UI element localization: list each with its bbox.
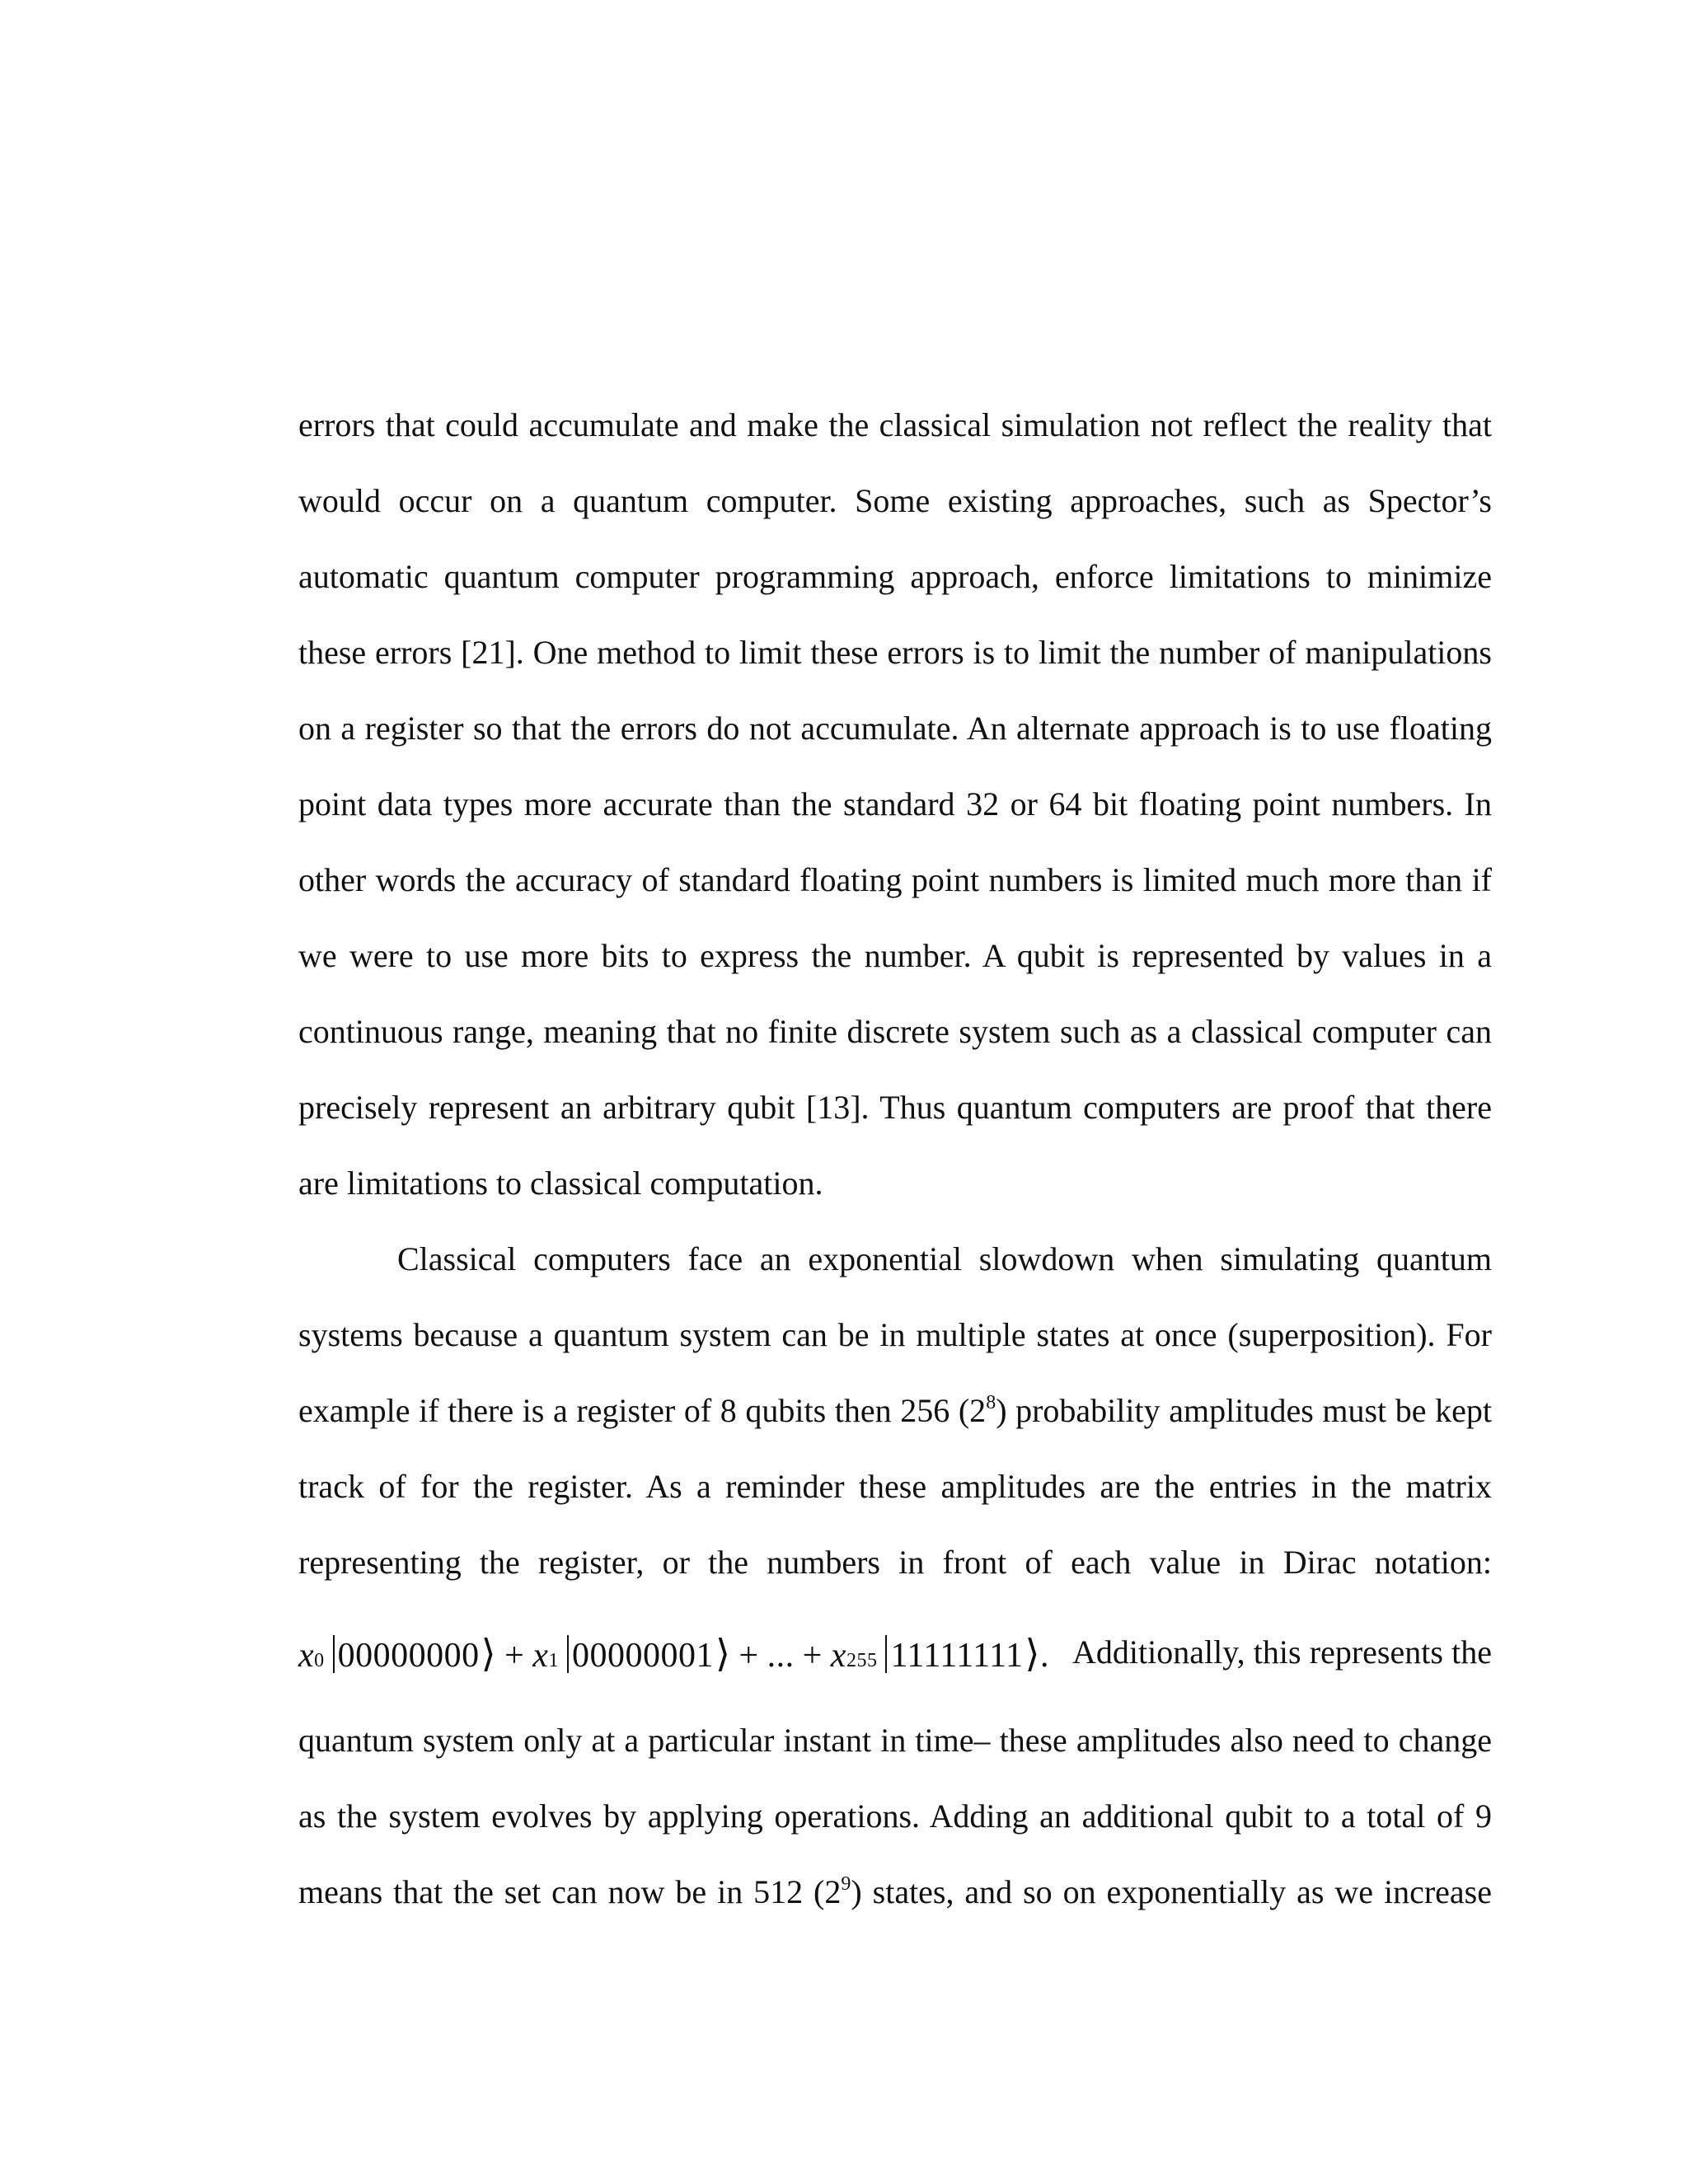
dirac-equation: x 0 00000000 ⟩ + x 1 00000001 ⟩ + ... + x 255 11111111 ⟩ .	[298, 1632, 1049, 1675]
text-span: ) probability amplitudes must be kept	[996, 1392, 1492, 1429]
paragraph-line: point data types more accurate than the standard 32 or 64 bit floating point numbers. In	[298, 785, 1492, 823]
paragraph-line: on a register so that the errors do not accumulate. An alternate approach is to use floating	[298, 710, 1492, 747]
paragraph-line: precisely represent an arbitrary qubit [13]. Thus quantum computers are proof that there	[298, 1089, 1492, 1126]
ket-bar	[333, 1635, 335, 1673]
ket-angle: ⟩	[1025, 1632, 1040, 1675]
paragraph-line: we were to use more bits to express the number. A qubit is represented by values in a	[298, 937, 1492, 974]
paragraph-line: continuous range, meaning that no finite discrete system such as a classical computer can	[298, 1013, 1492, 1050]
math-var: x	[532, 1636, 549, 1675]
text-span: example if there is a register of 8 qubits then 256 (2	[298, 1392, 987, 1429]
math-var: x	[298, 1636, 315, 1675]
paragraph-line: Classical computers face an exponential slowdown when simulating quantum	[397, 1240, 1492, 1277]
word: represents	[1309, 1633, 1443, 1671]
paragraph-line: systems because a quantum system can be in multiple states at once (superposition). For	[298, 1316, 1492, 1353]
paragraph-line: are limitations to classical computation.	[298, 1165, 823, 1202]
math-var: x	[830, 1636, 846, 1675]
ket-bar	[567, 1635, 569, 1673]
text-span: ) states, and so on exponentially as we increase	[851, 1873, 1492, 1910]
ket-value: 00000001	[571, 1636, 714, 1675]
paragraph-line: representing the register, or the numbers in front of each value in Dirac notation:	[298, 1544, 1492, 1581]
paragraph-line: would occur on a quantum computer. Some existing approaches, such as Spector’s	[298, 482, 1492, 519]
ket-value: 11111111	[890, 1636, 1024, 1675]
text-span: means that the set can now be in 512 (2	[298, 1873, 842, 1910]
equation-trailing-text	[1072, 1633, 1492, 1671]
paragraph-line: automatic quantum computer programming approach, enforce limitations to minimize	[298, 558, 1492, 595]
ket-angle: ⟩	[481, 1632, 497, 1675]
paragraph-line	[298, 1373, 1492, 1449]
paragraph-line: other words the accuracy of standard floating point numbers is limited much more than if	[298, 861, 1492, 898]
ket-value: 00000000	[337, 1636, 480, 1675]
plus-sign: +	[504, 1636, 525, 1675]
word: this	[1253, 1633, 1301, 1671]
ket-angle: ⟩	[715, 1632, 731, 1675]
word: Additionally,	[1071, 1633, 1245, 1671]
superscript: 8	[986, 1392, 996, 1413]
equation-period: .	[1039, 1636, 1049, 1675]
paragraph-line: errors that could accumulate and make the classical simulation not reflect the reality that	[298, 406, 1492, 443]
ellipsis: ...	[767, 1636, 795, 1675]
paragraph-line: track of for the register. As a reminder these amplitudes are the entries in the matrix	[298, 1468, 1492, 1505]
superscript: 9	[841, 1873, 851, 1895]
plus-sign: +	[802, 1636, 823, 1675]
paragraph-line	[298, 1854, 1492, 1930]
word: the	[1451, 1633, 1492, 1671]
paragraph-line: these errors [21]. One method to limit these errors is to limit the number of manipulations	[298, 634, 1492, 671]
paragraph-line: quantum system only at a particular instant in time– these amplitudes also need to change	[298, 1722, 1492, 1759]
plus-sign: +	[738, 1636, 759, 1675]
paragraph-line: as the system evolves by applying operations. Adding an additional qubit to a total of 9	[298, 1797, 1492, 1835]
ket-bar	[885, 1635, 887, 1673]
page-body	[298, 387, 1492, 1930]
dirac-equation-line	[298, 1601, 1492, 1703]
